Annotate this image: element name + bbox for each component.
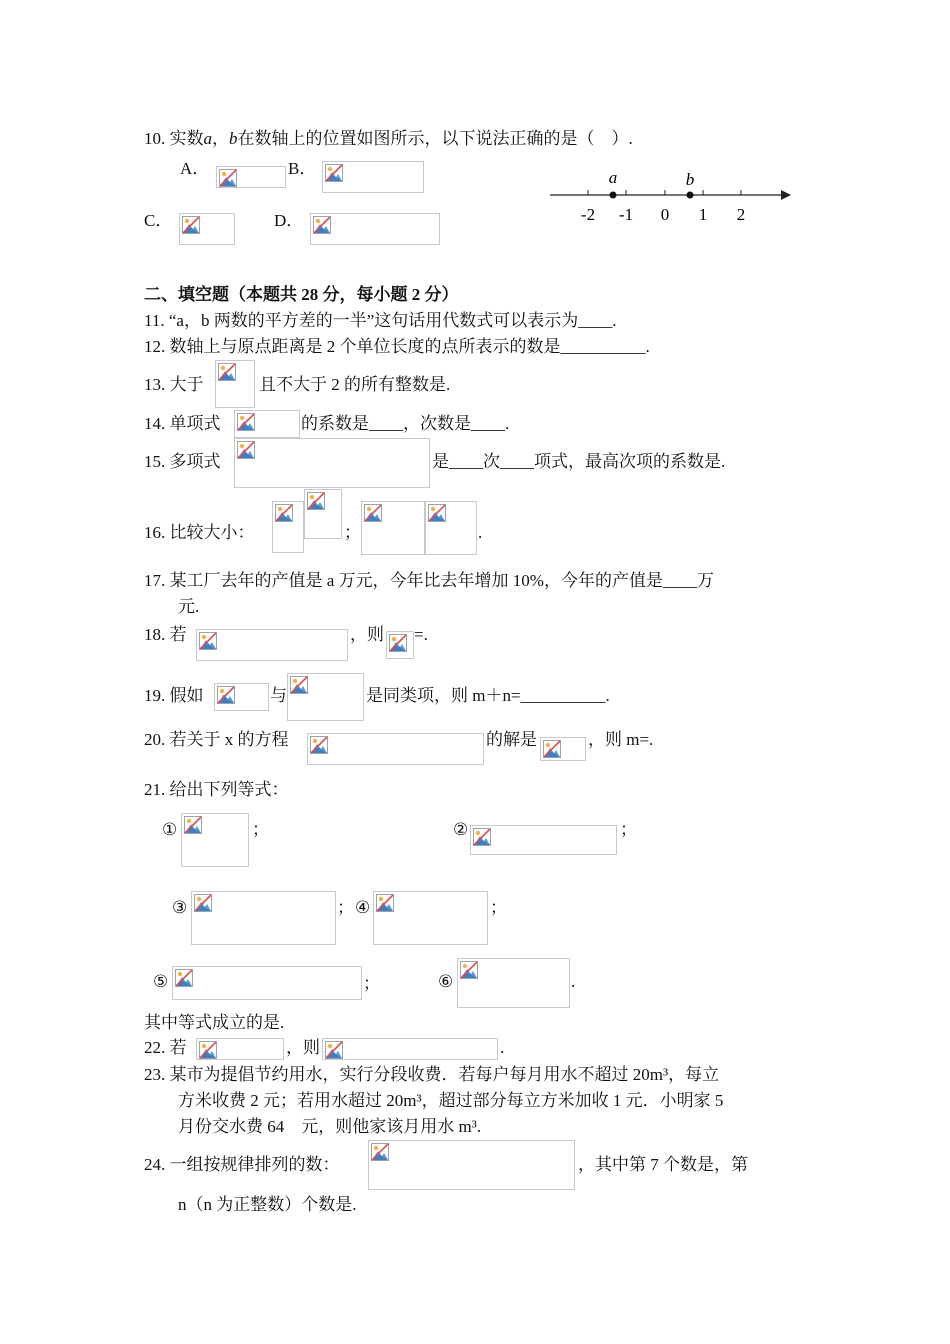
tick-label: 0 — [660, 205, 670, 224]
q21-semi-2: ； — [620, 820, 637, 839]
tick-label: 1 — [698, 205, 708, 224]
broken-image-icon — [219, 169, 237, 187]
q24-line-2: n（n 为正整数）个数是. — [178, 1195, 357, 1214]
broken-image-icon — [217, 686, 235, 704]
q17-line-2: 元. — [178, 597, 200, 616]
q19-line: 19. 假如 — [144, 686, 204, 705]
q21-formula-1 — [181, 813, 249, 867]
q21-semi-1: ； — [252, 820, 269, 839]
q23-line-1: 23. 某市为提倡节约用水，实行分段收费．若每户每月用水不超过 20m³，每立 — [144, 1065, 720, 1084]
q13-line: 13. 大于 — [144, 375, 204, 394]
broken-image-icon — [543, 740, 561, 758]
broken-image-icon — [182, 216, 200, 234]
q21-semi-3: ； — [337, 898, 354, 917]
arrow-right-icon — [781, 190, 791, 200]
q23-line-2: 方米收费 2 元；若用水超过 20m³，超过部分每立方米加收 1 元．小明家 5 — [178, 1091, 724, 1110]
broken-image-icon — [290, 676, 308, 694]
broken-image-icon — [376, 894, 394, 912]
point-a — [610, 192, 617, 199]
option-a-label: A． — [180, 159, 210, 178]
circled-5: ⑤ — [153, 972, 169, 991]
broken-image-icon — [194, 894, 212, 912]
q21-formula-3 — [191, 891, 336, 945]
broken-image-icon — [175, 969, 193, 987]
broken-image-icon — [325, 164, 343, 182]
label-b: b — [685, 170, 695, 189]
q18-formula-1 — [196, 629, 348, 661]
q24-text: ，其中第 7 个数是，第 — [578, 1155, 748, 1174]
broken-image-icon — [275, 504, 293, 522]
q16-formula-3 — [361, 501, 425, 555]
option-c-label: C． — [144, 211, 173, 230]
broken-image-icon — [237, 441, 255, 459]
circled-6: ⑥ — [438, 972, 454, 991]
tick-label: 2 — [736, 205, 746, 224]
q21-conclusion: 其中等式成立的是. — [144, 1013, 285, 1032]
circled-3: ③ — [172, 898, 188, 917]
broken-image-icon — [428, 504, 446, 522]
q22-formula-1 — [196, 1038, 284, 1060]
q11-line: 11. “a，b 两数的平方差的一半”这句话用代数式可以表示为____. — [144, 311, 617, 330]
number-line-figure — [545, 165, 795, 230]
q15-text: 是____次____项式，最高次项的系数是. — [432, 452, 726, 471]
broken-image-icon — [307, 492, 325, 510]
broken-image-icon — [460, 961, 478, 979]
q15-line: 15. 多项式 — [144, 452, 221, 471]
q20-line: 20. 若关于 x 的方程 — [144, 730, 289, 749]
q19-post: 是同类项，则 m＋n=__________. — [366, 686, 610, 705]
section-title: 二、填空题（本题共 28 分，每小题 2 分） — [144, 285, 459, 304]
tick-label: -2 — [580, 205, 596, 224]
broken-image-icon — [237, 413, 255, 431]
q14-formula — [234, 410, 300, 438]
broken-image-icon — [313, 216, 331, 234]
broken-image-icon — [218, 363, 236, 381]
q16-line: 16. 比较大小： — [144, 523, 255, 542]
q13-formula — [215, 360, 255, 408]
q22-formula-2 — [322, 1038, 498, 1060]
q24-formula — [368, 1140, 575, 1190]
q16-formula-4 — [425, 501, 477, 555]
broken-image-icon — [325, 1041, 343, 1059]
q21-formula-2 — [470, 825, 617, 855]
q16-semicolon: ； — [344, 523, 361, 542]
q21-end: . — [571, 972, 576, 991]
q24-line: 24. 一组按规律排列的数： — [144, 1155, 340, 1174]
q21-formula-6 — [457, 958, 570, 1008]
q14-text: 的系数是____，次数是____. — [301, 414, 510, 433]
circled-2: ② — [453, 820, 469, 839]
q22-mid: ，则 — [286, 1038, 320, 1057]
q10-line: 10. 实数a，b在数轴上的位置如图所示，以下说法正确的是（ ）. — [144, 129, 633, 148]
q21-semi-4: ； — [490, 898, 507, 917]
q19-mid: 与 — [270, 686, 287, 705]
q13-text: 且不大于 2 的所有整数是. — [259, 375, 451, 394]
broken-image-icon — [389, 634, 407, 652]
circled-1: ① — [162, 820, 178, 839]
q16-end: . — [478, 523, 483, 542]
broken-image-icon — [364, 504, 382, 522]
q14-line: 14. 单项式 — [144, 414, 221, 433]
broken-image-icon — [310, 736, 328, 754]
q20-post: ，则 m=. — [588, 730, 654, 749]
q22-end: . — [500, 1038, 505, 1057]
q19-formula-2 — [287, 673, 364, 721]
q20-formula-2 — [540, 737, 586, 761]
option-b-formula — [322, 161, 424, 193]
broken-image-icon — [371, 1143, 389, 1161]
q21-line: 21. 给出下列等式： — [144, 780, 289, 799]
q18-post: =. — [414, 625, 428, 644]
q12-line: 12. 数轴上与原点距离是 2 个单位长度的点所表示的数是__________. — [144, 337, 650, 356]
option-d-formula — [310, 213, 440, 245]
q16-formula-2 — [304, 489, 342, 539]
option-c-formula — [179, 213, 235, 245]
broken-image-icon — [199, 1041, 217, 1059]
q21-semi-5: ； — [363, 974, 380, 993]
q15-formula — [234, 438, 430, 488]
option-b-label: B． — [288, 159, 317, 178]
option-d-label: D． — [274, 211, 304, 230]
broken-image-icon — [184, 816, 202, 834]
point-b — [687, 192, 694, 199]
label-a: a — [608, 168, 618, 187]
q17-line-1: 17. 某工厂去年的产值是 a 万元，今年比去年增加 10%，今年的产值是____万 — [144, 571, 714, 590]
q18-line: 18. 若 — [144, 625, 187, 644]
q21-formula-5 — [172, 966, 362, 1000]
q18-mid: ，则 — [350, 625, 384, 644]
broken-image-icon — [199, 632, 217, 650]
q23-line-3: 月份交水费 64 元，则他家该月用水 m³. — [178, 1117, 482, 1136]
circled-4: ④ — [355, 898, 371, 917]
tick-label: -1 — [618, 205, 634, 224]
q16-formula-1 — [272, 501, 304, 553]
q22-line: 22. 若 — [144, 1038, 187, 1057]
q19-formula-1 — [214, 683, 269, 711]
option-a-formula — [216, 166, 286, 188]
q20-mid: 的解是 — [486, 730, 537, 749]
q21-formula-4 — [373, 891, 488, 945]
q20-formula-1 — [307, 733, 484, 765]
q18-formula-2 — [386, 631, 414, 659]
broken-image-icon — [473, 828, 491, 846]
